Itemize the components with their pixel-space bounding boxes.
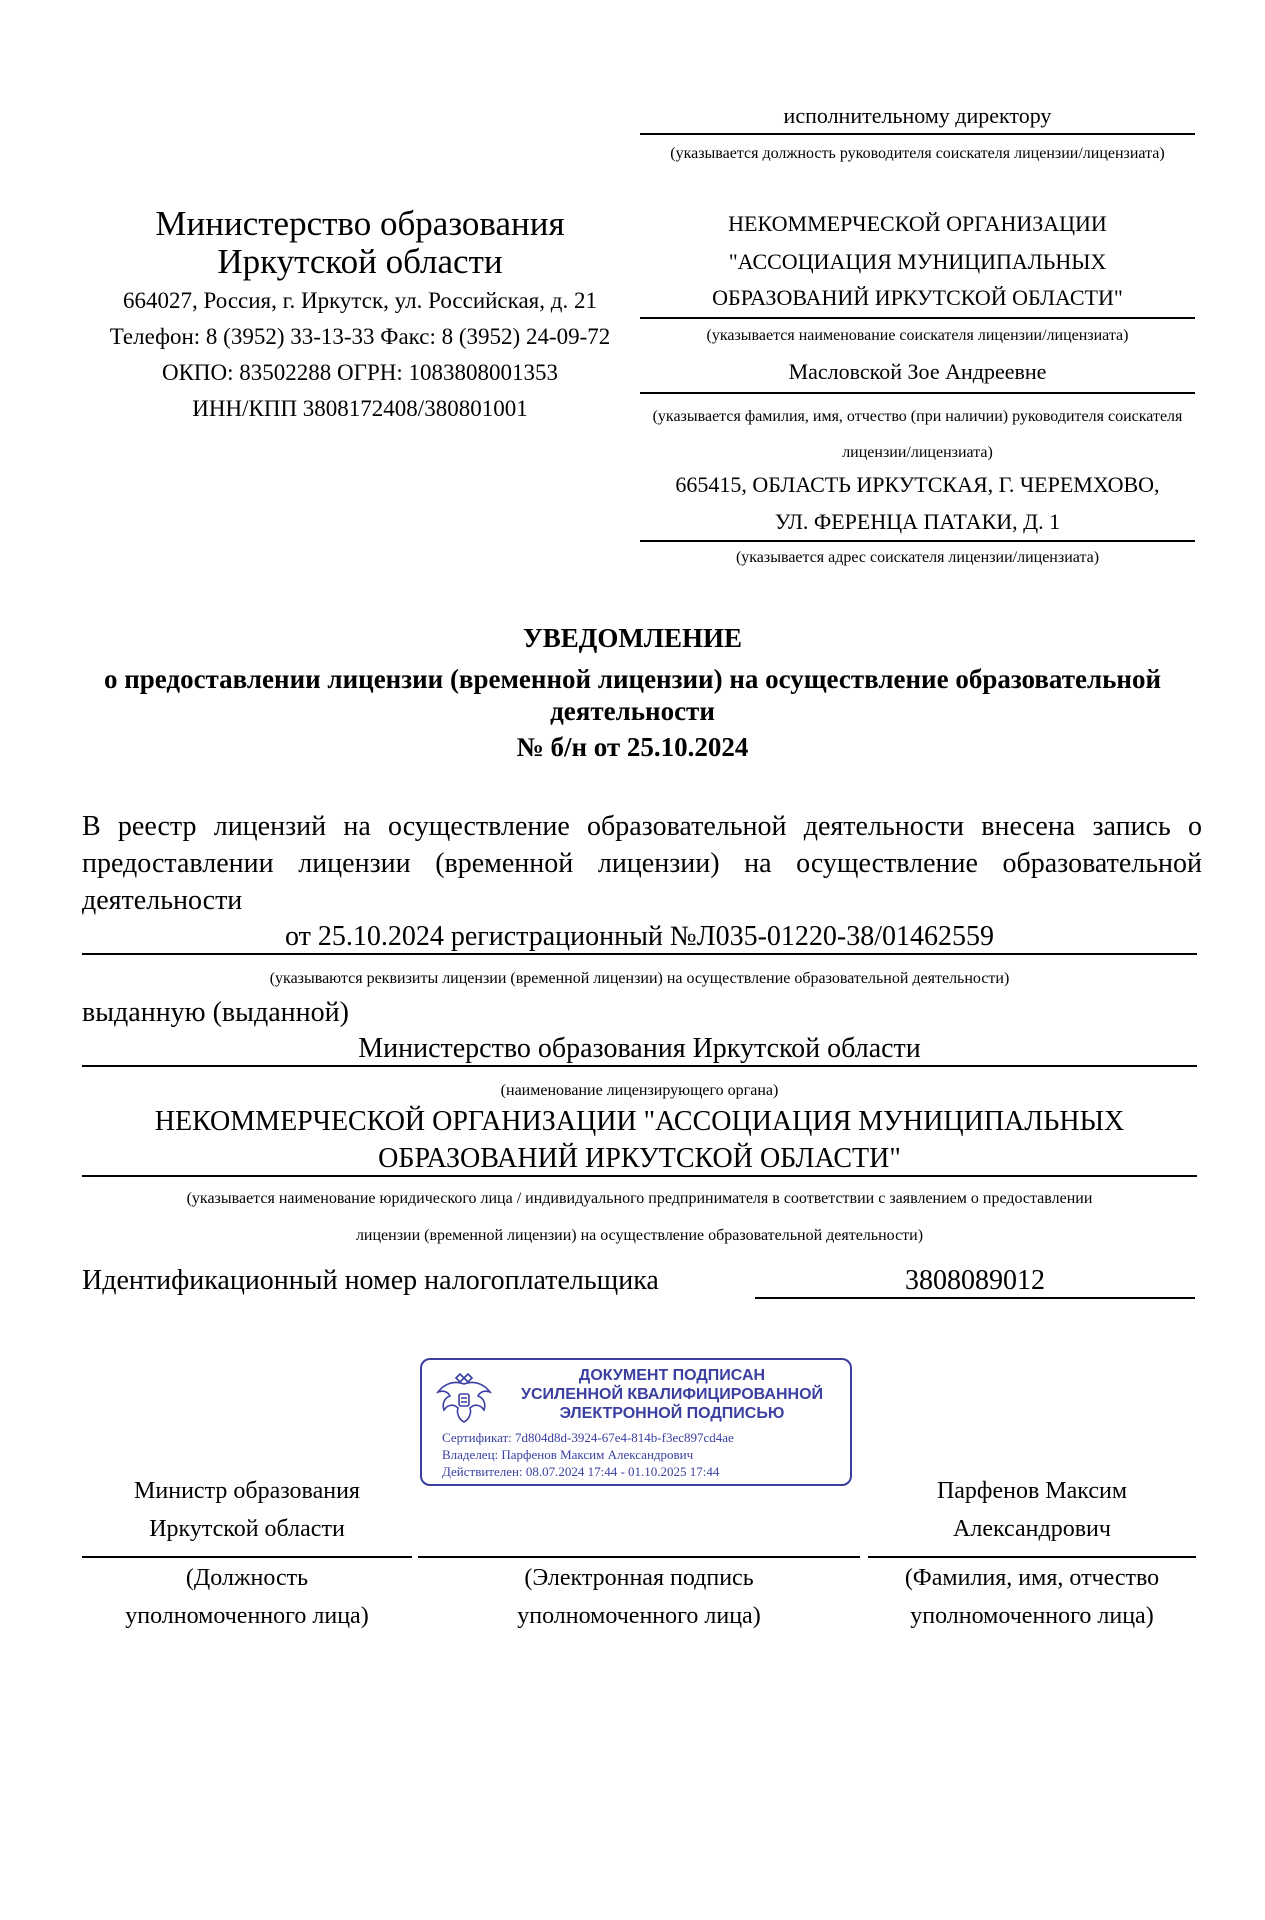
- recipient-address-line-1: 665415, ОБЛАСТЬ ИРКУТСКАЯ, Г. ЧЕРЕМХОВО,: [675, 472, 1160, 497]
- signer-position-line-1: Министр образования: [134, 1478, 360, 1504]
- signature-hint-line-1: (Электронная подпись: [524, 1565, 754, 1591]
- sender-phones: Телефон: 8 (3952) 33-13-33 Факс: 8 (3952) 24-09-72: [109, 324, 611, 349]
- licensee-hint-line-2: лицензии (временной лицензии) на осуществление образовательной деятельности): [355, 1227, 924, 1244]
- inn-value: 3808089012: [905, 1265, 1045, 1296]
- name-hint: [868, 1559, 1196, 1635]
- recipient-org-line-2: "АССОЦИАЦИЯ МУНИЦИПАЛЬНЫХ: [728, 249, 1107, 274]
- name-hint-line-1: (Фамилия, имя, отчество: [904, 1565, 1160, 1591]
- stamp-heading-line-3: ЭЛЕКТРОННОЙ ПОДПИСЬЮ: [559, 1405, 785, 1422]
- stamp-validity: Действителен: 08.07.2024 17:44 - 01.10.2025 17:44: [442, 1464, 720, 1479]
- divider: [640, 392, 1195, 394]
- license-hint: (указываются реквизиты лицензии (временной лицензии) на осуществление образовательной деятельности): [269, 970, 1010, 987]
- recipient-address-line-2: УЛ. ФЕРЕНЦА ПАТАКИ, Д. 1: [774, 509, 1061, 534]
- notice-heading: УВЕДОМЛЕНИЕ: [522, 623, 743, 653]
- signer-position: [82, 1472, 412, 1548]
- intro-line-1: В реестр лицензий на осуществление образовательной деятельности внесена запись о: [82, 811, 1202, 842]
- intro-line-2: предоставлении лицензии (временной лицензии) на осуществление образовательной: [82, 848, 1202, 879]
- position-line: [82, 1556, 412, 1558]
- divider: [640, 133, 1195, 135]
- stamp-heading-line-2: УСИЛЕННОЙ КВАЛИФИЦИРОВАННОЙ: [520, 1386, 824, 1403]
- stamp-heading-line-1: ДОКУМЕНТ ПОДПИСАН: [578, 1367, 766, 1384]
- signature-hint: [418, 1559, 860, 1635]
- signer-name-line-1: Парфенов Максим: [936, 1478, 1128, 1504]
- stamp-owner: Владелец: Парфенов Максим Александрович: [442, 1447, 694, 1462]
- recipient-head-hint: (указывается фамилия, имя, отчество (при наличии) руководителя соискателя лицензии/лицензиата): [652, 408, 1183, 461]
- position-hint-line-1: (Должность: [185, 1565, 309, 1591]
- divider: [640, 540, 1195, 542]
- name-line: [868, 1556, 1196, 1558]
- issued-label: выданную (выданной): [82, 997, 349, 1028]
- notice-subject-line-1: о предоставлении лицензии (временной лицензии) на осуществление образовательной: [103, 664, 1162, 694]
- position-hint: [82, 1559, 412, 1635]
- signature-line: [418, 1556, 860, 1558]
- ministry-title-line-1: Министерство образования: [155, 204, 565, 243]
- recipient-org-hint: (указывается наименование соискателя лицензии/лицензиата): [706, 327, 1129, 344]
- recipient-position: исполнительному директору: [783, 103, 1052, 128]
- notice-number: № б/н от 25.10.2024: [516, 732, 749, 762]
- licensee-line-1: НЕКОММЕРЧЕСКОЙ ОРГАНИЗАЦИИ "АССОЦИАЦИЯ МУНИЦИПАЛЬНЫХ: [154, 1106, 1125, 1137]
- divider: [82, 1175, 1197, 1177]
- stamp-certificate: Сертификат: 7d804d8d-3924-67e4-814b-f3ec897cd4ae: [442, 1430, 734, 1445]
- position-hint-line-2: уполномоченного лица): [125, 1603, 369, 1629]
- intro-line-3: деятельности: [82, 885, 243, 916]
- sender-address: 664027, Россия, г. Иркутск, ул. Российская, д. 21: [123, 288, 597, 313]
- issuer-hint: (наименование лицензирующего органа): [500, 1082, 779, 1099]
- recipient-address-hint: (указывается адрес соискателя лицензии/лицензиата): [735, 549, 1100, 566]
- recipient-org-line-1: НЕКОММЕРЧЕСКОЙ ОРГАНИЗАЦИИ: [728, 211, 1107, 236]
- license-reference: от 25.10.2024 регистрационный №Л035-01220-38/01462559: [284, 921, 995, 952]
- issuer-name: Министерство образования Иркутской области: [358, 1033, 921, 1064]
- recipient-head-name: Масловской Зое Андреевне: [788, 359, 1047, 384]
- divider: [755, 1297, 1195, 1299]
- licensee-hint-line-1: (указывается наименование юридического лица / индивидуального предпринимателя в соответствии с заявлением о предоставлении: [186, 1190, 1093, 1207]
- inn-label: Идентификационный номер налогоплательщика: [82, 1265, 659, 1296]
- ministry-title-line-2: Иркутской области: [217, 242, 503, 281]
- coat-of-arms-icon: [434, 1370, 494, 1426]
- sender-okpo: ОКПО: 83502288 ОГРН: 1083808001353: [161, 360, 558, 385]
- signer-position-line-2: Иркутской области: [149, 1516, 345, 1542]
- sender-inn: ИНН/КПП 3808172408/380801001: [192, 396, 528, 421]
- divider: [82, 953, 1197, 955]
- divider: [82, 1065, 1197, 1067]
- name-hint-line-2: уполномоченного лица): [910, 1603, 1154, 1629]
- signature-hint-line-2: уполномоченного лица): [517, 1603, 761, 1629]
- signer-name-line-2: Александрович: [953, 1516, 1111, 1542]
- divider: [640, 317, 1195, 319]
- e-signature-stamp: [420, 1358, 852, 1486]
- licensee-line-2: ОБРАЗОВАНИЙ ИРКУТСКОЙ ОБЛАСТИ": [378, 1143, 901, 1174]
- notice-subject-line-2: деятельности: [550, 696, 715, 726]
- stamp-heading: [502, 1366, 842, 1423]
- recipient-org-line-3: ОБРАЗОВАНИЙ ИРКУТСКОЙ ОБЛАСТИ": [712, 285, 1123, 310]
- recipient-position-hint: (указывается должность руководителя соискателя лицензии/лицензиата): [670, 145, 1165, 162]
- signer-name: [868, 1472, 1196, 1548]
- ministry-title: [60, 205, 660, 281]
